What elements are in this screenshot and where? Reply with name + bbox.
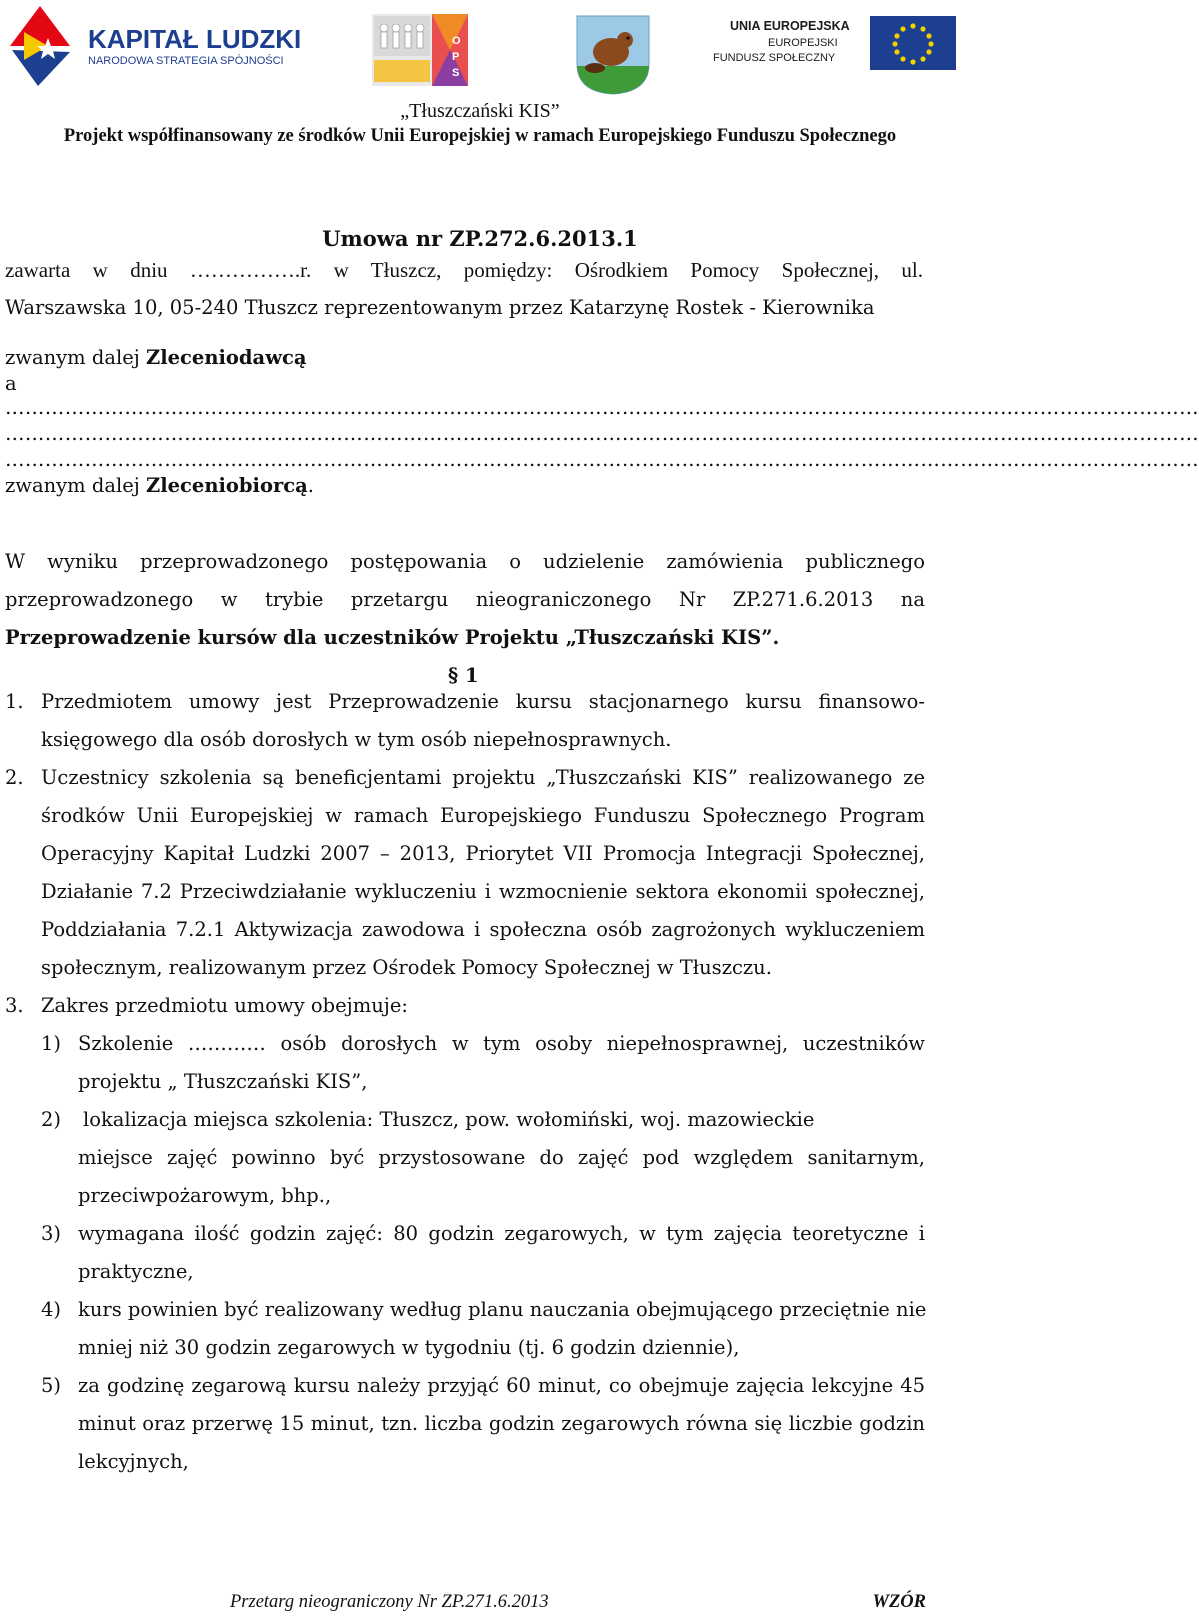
item-2-line-3: przeciwpożarowym, bhp., bbox=[78, 1184, 332, 1207]
intro-line-2: Warszawska 10, 05-240 Tłuszcz reprezentowanym przez Katarzynę Rostek - Kierownika bbox=[5, 296, 875, 319]
kapital-ludzki-logo bbox=[8, 2, 308, 88]
item-1-number: 1) bbox=[41, 1032, 62, 1055]
party-2-name: Zleceniobiorcą bbox=[146, 474, 308, 497]
item-5-line-2: minut oraz przerwę 15 minut, tzn. liczba godzin zegarowych równa się liczbie godzin bbox=[78, 1412, 925, 1435]
cofinancing-line: Projekt współfinansowany ze środków Unii Europejskiej w ramach Europejskiego Funduszu Społecznego bbox=[63, 126, 897, 146]
para-2-line-6: społecznym, realizowanym przez Ośrodek Pomocy Społecznej w Tłuszczu. bbox=[41, 956, 772, 979]
item-3-line-2: praktyczne, bbox=[78, 1260, 194, 1283]
para-3-number: 3. bbox=[5, 994, 24, 1017]
item-1-line-2: projektu „ Tłuszczański KIS”, bbox=[78, 1070, 368, 1093]
basis-line-2: przeprowadzonego w trybie przetargu nieograniczonego Nr ZP.271.6.2013 na bbox=[5, 588, 925, 611]
para-2-line-1: Uczestnicy szkolenia są beneficjentami projektu „Tłuszczański KIS” realizowanego ze bbox=[41, 766, 925, 789]
para-2-line-2: środków Unii Europejskiej w ramach Europejskiego Funduszu Społecznego Program bbox=[41, 804, 925, 827]
item-1-line-1: Szkolenie ………… osób dorosłych w tym osoby niepełnosprawnej, uczestników bbox=[78, 1032, 925, 1055]
section-mark: § 1 bbox=[448, 664, 479, 687]
blank-line-1: ……………………………………………………………………………………………………………………………………………………………… bbox=[5, 396, 1199, 419]
svg-text:S: S bbox=[452, 67, 460, 79]
item-4-number: 4) bbox=[41, 1298, 62, 1321]
intro-line-1: zawarta w dniu …………….r. w Tłuszcz, pomiędzy: Ośrodkiem Pomocy Społecznej, ul. bbox=[5, 258, 923, 282]
item-3-number: 3) bbox=[41, 1222, 62, 1245]
party-1-name: Zleceniodawcą bbox=[146, 346, 307, 369]
footer-mark: WZÓR bbox=[872, 1592, 926, 1612]
blank-line-3: ……………………………………………………………………………………………………………………………………………………………… bbox=[5, 448, 1199, 471]
item-2-line-2: miejsce zajęć powinno być przystosowane do zajęć pod względem sanitarnym, bbox=[78, 1146, 925, 1169]
blank-line-2: ……………………………………………………………………………………………………………………………………………………………… bbox=[5, 422, 1199, 445]
kl-title: KAPITAŁ LUDZKI bbox=[88, 24, 302, 54]
para-1-number: 1. bbox=[5, 690, 24, 713]
basis-line-3: Przeprowadzenie kursów dla uczestników Projektu „Tłuszczański KIS”. bbox=[5, 626, 780, 649]
basis-line-1: W wyniku przeprowadzonego postępowania o udzielenie zamówienia publicznego bbox=[5, 550, 925, 573]
para-2-line-4: Działanie 7.2 Przeciwdziałanie wykluczeniu i wzmocnienie sektora ekonomii społecznej, bbox=[41, 880, 925, 903]
para-1-line-2: księgowego dla osób dorosłych w tym osób niepełnosprawnych. bbox=[41, 728, 672, 751]
svg-text:O: O bbox=[452, 35, 461, 47]
para-2-number: 2. bbox=[5, 766, 24, 789]
item-4-line-1: kurs powinien być realizowany według planu nauczania obejmującego przeciętnie nie bbox=[78, 1298, 927, 1321]
party-1-prefix: zwanym dalej bbox=[5, 346, 146, 369]
beaver-crest-icon bbox=[575, 14, 651, 96]
item-5-number: 5) bbox=[41, 1374, 62, 1397]
para-1-line-1: Przedmiotem umowy jest Przeprowadzenie kursu stacjonarnego kursu finansowo- bbox=[41, 690, 925, 713]
item-3-line-1: wymagana ilość godzin zajęć: 80 godzin zegarowych, w tym zajęcia teoretyczne i bbox=[78, 1222, 925, 1245]
kl-subtitle: NARODOWA STRATEGIA SPÓJNOŚCI bbox=[88, 55, 284, 67]
ops-logo bbox=[372, 14, 468, 86]
ue-line2: EUROPEJSKI bbox=[768, 37, 838, 49]
item-4-line-2: mniej niż 30 godzin zegarowych w tygodniu (tj. 6 godzin dziennie), bbox=[78, 1336, 740, 1359]
contract-title: Umowa nr ZP.272.6.2013.1 bbox=[322, 226, 638, 251]
project-name: „Tłuszczański KIS” bbox=[400, 100, 560, 122]
party-2-line bbox=[5, 474, 314, 497]
eu-flag-logo bbox=[713, 14, 958, 74]
party-2-suffix: . bbox=[307, 474, 314, 497]
item-2-line-1: lokalizacja miejsca szkolenia: Tłuszcz, pow. wołomiński, woj. mazowieckie bbox=[83, 1108, 815, 1131]
item-2-number: 2) bbox=[41, 1108, 62, 1131]
party-2-prefix: zwanym dalej bbox=[5, 474, 146, 497]
party-1-line bbox=[5, 346, 307, 369]
para-3-line-1: Zakres przedmiotu umowy obejmuje: bbox=[41, 994, 408, 1017]
para-2-line-5: Poddziałania 7.2.1 Aktywizacja zawodowa i społeczna osób zagrożonych wykluczeniem bbox=[41, 918, 925, 941]
item-5-line-3: lekcyjnych, bbox=[78, 1450, 189, 1473]
item-5-line-1: za godzinę zegarową kursu należy przyjąć 60 minut, co obejmuje zajęcia lekcyjne 45 bbox=[78, 1374, 925, 1397]
ue-line1: UNIA EUROPEJSKA bbox=[730, 19, 850, 33]
footer-tender: Przetarg nieograniczony Nr ZP.271.6.2013 bbox=[230, 1592, 549, 1612]
svg-text:P: P bbox=[452, 51, 460, 63]
conjunction: a bbox=[5, 372, 17, 395]
para-2-line-3: Operacyjny Kapitał Ludzki 2007 – 2013, Priorytet VII Promocja Integracji Społecznej, bbox=[41, 842, 925, 865]
ue-line3: FUNDUSZ SPOŁECZNY bbox=[713, 52, 836, 64]
